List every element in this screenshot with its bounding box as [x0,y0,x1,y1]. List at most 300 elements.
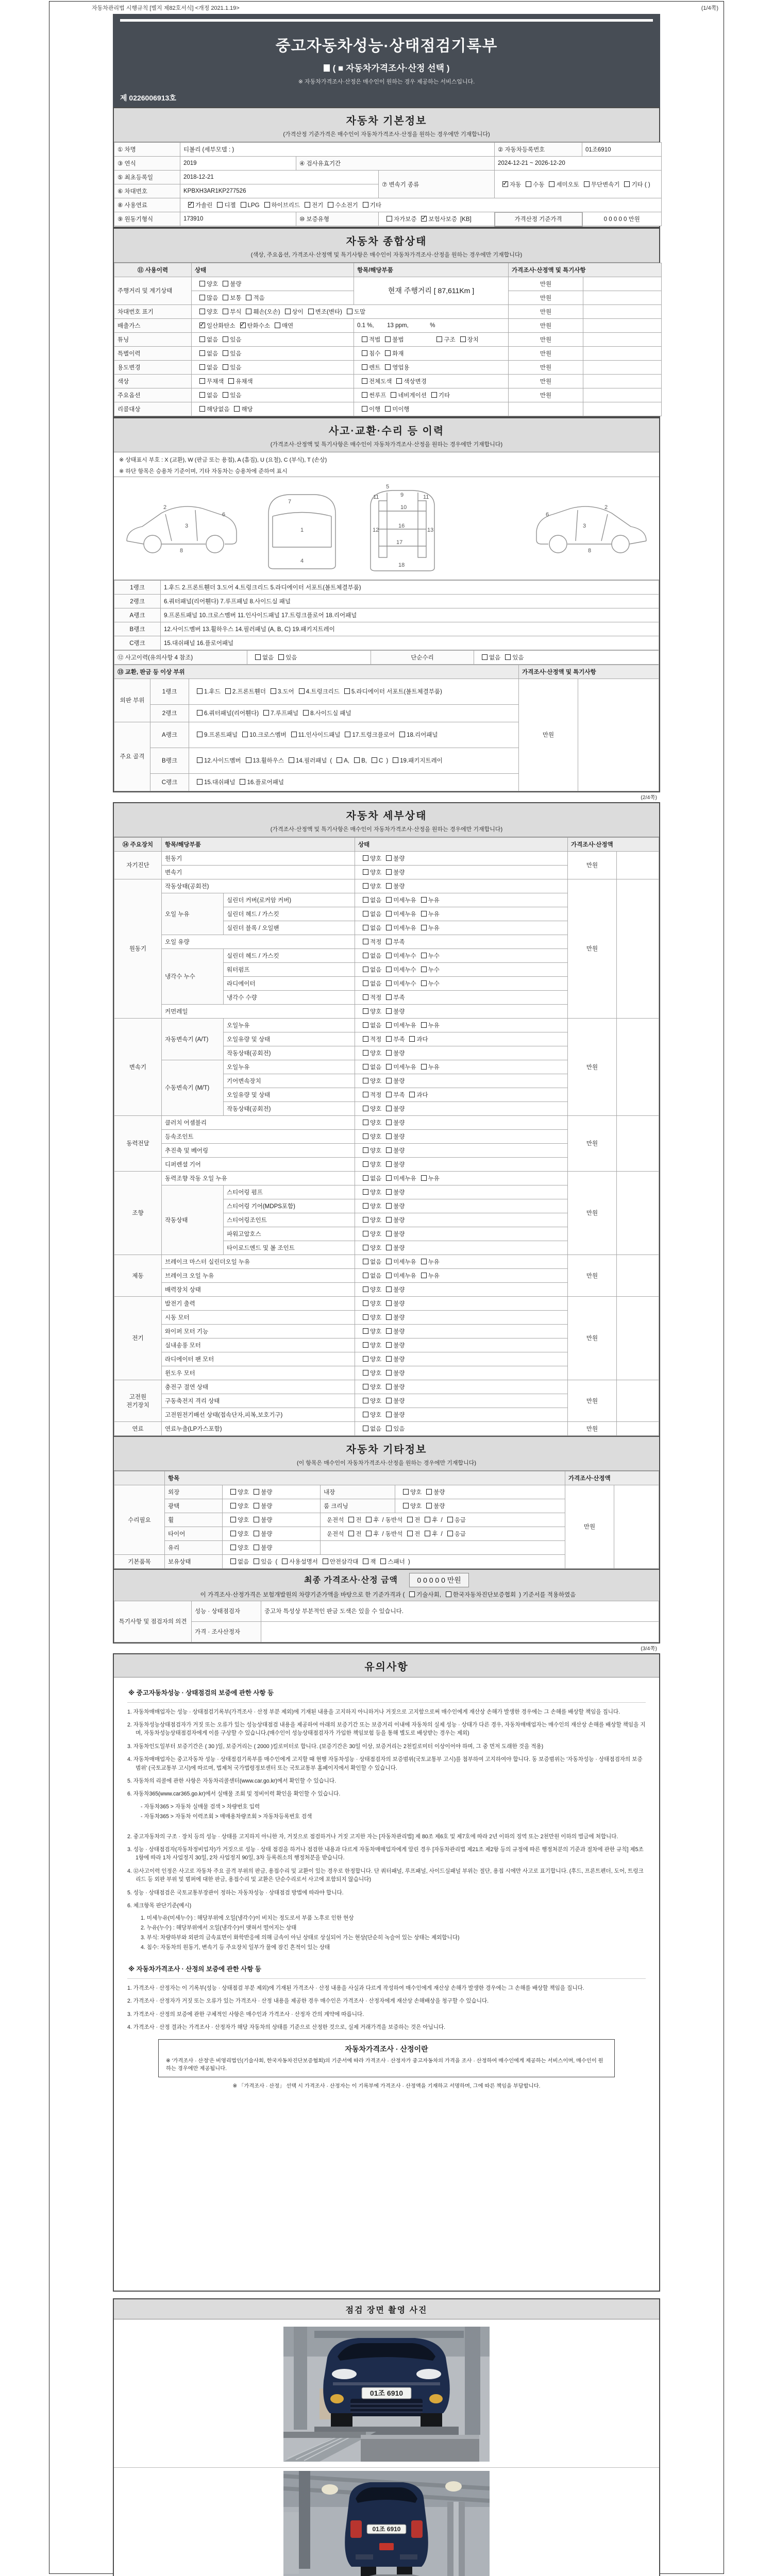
checkbox-unchecked[interactable] [385,364,391,370]
checkbox-unchecked[interactable] [386,1161,392,1167]
sub-label: 오일 누유 [162,893,224,935]
checkbox-unchecked[interactable] [386,1273,392,1278]
regulation-note: 자동차관리법 시행규칙 [별지 제82호서식] <개정 2021.1.19> [92,5,240,11]
checkbox-label: 적법 [369,336,381,343]
status-checks [355,921,568,935]
checkbox-unchecked[interactable] [228,378,234,384]
checkbox-checked[interactable] [502,181,508,187]
col-header: 상태 [355,837,568,851]
checkbox-unchecked[interactable] [391,392,396,398]
checkbox-unchecked[interactable] [246,309,251,314]
checkbox-unchecked[interactable] [199,364,205,370]
checkbox-unchecked[interactable] [199,309,205,314]
other-info-table [114,1471,659,1569]
checkbox-label: 양호 [370,855,382,862]
checkbox-unchecked[interactable] [363,1078,368,1083]
other-band [114,1436,659,1471]
checkbox-label: 변조(변타) [315,309,342,315]
notice-item: 1. 가격조사 · 산정자는 이 기록부(성능 · 상태점검 부분 제외)에 기재된 가격조사 · 산정 내용을 사실과 다르게 작성하여 매수인에게 재산상 손해가 발생한 경우에는 그 손해를 배상할 책임을 집니다. [127,1985,584,1991]
checkbox-unchecked[interactable] [363,1300,368,1306]
checkbox-unchecked[interactable] [505,654,511,660]
checkbox-unchecked[interactable] [223,295,228,300]
checkbox-unchecked[interactable] [386,1092,392,1097]
checkbox-unchecked[interactable] [399,732,405,737]
checkbox-label: B, [361,758,367,764]
checkbox-label: 구조 [444,336,456,343]
checkbox-unchecked[interactable] [223,350,228,356]
checkbox-unchecked[interactable] [386,1342,392,1348]
checkbox-unchecked[interactable] [421,980,427,986]
checkbox-unchecked[interactable] [362,406,367,412]
checkbox-unchecked[interactable] [197,757,203,763]
car-diagram-svg [114,480,659,574]
checkbox-unchecked[interactable] [354,757,360,763]
checkbox-unchecked[interactable] [386,1286,392,1292]
checkbox-unchecked[interactable] [421,1259,427,1264]
checkbox-unchecked[interactable] [282,1558,288,1564]
checkbox-unchecked[interactable] [409,1036,415,1042]
checkbox-unchecked[interactable] [386,925,392,930]
checkbox-label: 양호 [370,1133,382,1140]
checkbox-unchecked[interactable] [223,392,228,398]
price-appraisal-infobox [158,2039,615,2078]
checkbox-unchecked[interactable] [230,1517,236,1522]
checkbox-unchecked[interactable] [363,1064,368,1070]
checkbox-unchecked[interactable] [230,1545,236,1550]
status-checks [355,1255,568,1268]
svg-text:3: 3 [583,522,586,529]
checkbox-unchecked[interactable] [447,1531,453,1536]
checkbox-unchecked[interactable] [230,1531,236,1536]
checkbox-unchecked[interactable] [403,1503,409,1509]
checkbox-unchecked[interactable] [366,1531,372,1536]
checkbox-unchecked[interactable] [197,779,203,785]
checkbox-unchecked[interactable] [386,855,392,861]
checkbox-unchecked[interactable] [303,710,309,716]
checkbox-unchecked[interactable] [323,1558,328,1564]
group-label: 수리필요 [114,1485,165,1554]
checkbox-label: 불량 [393,1120,405,1126]
checkbox-unchecked[interactable] [254,1558,259,1564]
checkbox-unchecked[interactable] [344,688,350,694]
checkbox-unchecked[interactable] [386,1384,392,1389]
checkbox-unchecked[interactable] [385,336,391,342]
checkbox-label: 양호 [370,1161,382,1168]
checkbox-unchecked[interactable] [305,202,310,208]
status-checks [355,851,568,865]
checkbox-unchecked[interactable] [482,654,488,660]
checkbox-unchecked[interactable] [409,1591,415,1597]
checkbox-unchecked[interactable] [386,1217,392,1223]
checkbox-label: 9.프론트패널 [204,732,238,738]
checkbox-unchecked[interactable] [386,994,392,1000]
svg-text:01조 6910: 01조 6910 [369,2388,404,2397]
checkbox-unchecked[interactable] [291,732,297,737]
checkbox-label: 양호 [238,1489,249,1496]
status-checks [395,1485,565,1499]
checkbox-unchecked[interactable] [363,1050,368,1056]
checkbox-unchecked[interactable] [363,1370,368,1376]
checkbox-unchecked[interactable] [421,1273,427,1278]
checkbox-unchecked[interactable] [363,1217,368,1223]
price-cell: 만원 [509,277,583,291]
checkbox-unchecked[interactable] [363,994,368,1000]
checkbox-unchecked[interactable] [275,323,280,328]
checkbox-unchecked[interactable] [386,897,392,903]
simple-repair-checks [474,650,659,664]
checkbox-unchecked[interactable] [386,1245,392,1250]
checkbox-unchecked[interactable] [363,1203,368,1209]
vin-plate-checks [192,304,509,318]
status-checks [355,990,568,1004]
checkbox-unchecked[interactable] [386,1412,392,1417]
checkbox-unchecked[interactable] [624,181,630,187]
checkbox-unchecked[interactable] [328,202,333,208]
row-label: 튜닝 [114,332,192,346]
checkbox-unchecked[interactable] [363,897,368,903]
checkbox-label: 후 [373,1517,379,1523]
checkbox-unchecked[interactable] [363,1008,368,1014]
checkbox-unchecked[interactable] [386,1356,392,1362]
checkbox-unchecked[interactable] [386,1008,392,1014]
checkbox-unchecked[interactable] [254,1489,259,1495]
checkbox-unchecked[interactable] [254,1517,259,1522]
checkbox-unchecked[interactable] [386,1398,392,1403]
checkbox-unchecked[interactable] [363,939,368,944]
checkbox-unchecked[interactable] [380,1558,386,1564]
checkbox-unchecked[interactable] [264,202,270,208]
inline-text: ( [275,1558,278,1565]
checkbox-unchecked[interactable] [223,309,228,314]
checkbox-label: 화재 [392,350,404,357]
checkbox-unchecked[interactable] [363,1245,368,1250]
item-label: 커먼레일 [162,1004,355,1018]
checkbox-unchecked[interactable] [386,1022,392,1028]
checkbox-unchecked[interactable] [362,350,367,356]
checkbox-unchecked[interactable] [363,1356,368,1362]
checkbox-unchecked[interactable] [426,1503,432,1509]
checkbox-unchecked[interactable] [363,1036,368,1042]
item-label: 내장 [321,1485,395,1499]
checkbox-unchecked[interactable] [362,336,367,342]
field-value-carname: 티볼리 (세부모델 : ) [180,143,495,157]
col-header: 항목/해당부품 [162,837,355,851]
checkbox-label: 누유 [428,897,440,904]
checkbox-unchecked[interactable] [386,1147,392,1153]
price-cell: 만원 [568,1296,617,1380]
item-label: 충전구 절연 상태 [162,1380,355,1394]
checkbox-unchecked[interactable] [363,883,368,889]
checkbox-unchecked[interactable] [363,1175,368,1181]
checkbox-unchecked[interactable] [199,295,205,300]
checkbox-label: 부식 [230,309,242,315]
checkbox-unchecked[interactable] [362,378,367,384]
checkbox-unchecked[interactable] [246,757,251,763]
checkbox-unchecked[interactable] [363,911,368,917]
checkbox-unchecked[interactable] [363,1426,368,1431]
checkbox-unchecked[interactable] [199,281,205,286]
checkbox-unchecked[interactable] [348,1517,354,1522]
checkbox-unchecked[interactable] [363,1106,368,1111]
checkbox-unchecked[interactable] [386,953,392,958]
checkbox-label: 기타 [369,202,381,209]
checkbox-checked[interactable] [421,216,427,222]
checkbox-unchecked[interactable] [425,1517,430,1522]
checkbox-unchecked[interactable] [225,688,231,694]
checkbox-unchecked[interactable] [347,309,352,314]
checkbox-unchecked[interactable] [372,757,377,763]
checkbox-unchecked[interactable] [386,1231,392,1236]
checkbox-unchecked[interactable] [363,1231,368,1236]
checkbox-unchecked[interactable] [363,1286,368,1292]
checkbox-unchecked[interactable] [362,364,367,370]
checkbox-unchecked[interactable] [199,336,205,342]
checkbox-unchecked[interactable] [363,202,368,208]
checkbox-unchecked[interactable] [421,897,427,903]
inspector-role: 성능 · 상태점검자 [192,1601,261,1621]
checkbox-unchecked[interactable] [385,406,391,412]
checkbox-unchecked[interactable] [407,1517,413,1522]
item-label: 작동상태(공회전) [162,879,355,893]
checkbox-unchecked[interactable] [285,309,291,314]
field-value-engine-type: 173910 [180,212,296,226]
checkbox-unchecked[interactable] [363,1398,368,1403]
inline-text: 운전석 [327,1531,344,1537]
checkbox-unchecked[interactable] [386,1189,392,1195]
basic-info-band [114,108,659,142]
checkbox-unchecked[interactable] [386,939,392,944]
checkbox-unchecked[interactable] [230,1503,236,1509]
checkbox-unchecked[interactable] [363,855,368,861]
checkbox-unchecked[interactable] [386,1328,392,1334]
checkbox-unchecked[interactable] [363,1147,368,1153]
checkbox-label: 불량 [261,1531,273,1537]
checkbox-unchecked[interactable] [421,1022,427,1028]
checkbox-unchecked[interactable] [386,1314,392,1320]
checkbox-label: 양호 [370,1050,382,1057]
checkbox-unchecked[interactable] [363,925,368,930]
checkbox-unchecked[interactable] [363,980,368,986]
checkbox-unchecked[interactable] [385,350,391,356]
checkbox-unchecked[interactable] [363,1314,368,1320]
checkbox-unchecked[interactable] [436,336,442,342]
checkbox-label: 전체도색 [369,378,392,385]
price-cell: 만원 [509,291,583,304]
checkbox-unchecked[interactable] [345,732,350,737]
photo-area [114,2319,659,2576]
checkbox-unchecked[interactable] [386,1106,392,1111]
checkbox-label: 미세누수 [393,953,416,959]
sub-label: 자동변속기 (A/T) [162,1018,224,1060]
checkbox-checked[interactable] [188,202,194,208]
checkbox-checked[interactable] [240,323,246,328]
checkbox-unchecked[interactable] [421,911,427,917]
checkbox-unchecked[interactable] [363,869,368,875]
checkbox-unchecked[interactable] [421,953,427,958]
checkbox-unchecked[interactable] [363,1189,368,1195]
checkbox-unchecked[interactable] [386,1078,392,1083]
checkbox-unchecked[interactable] [363,967,368,972]
checkbox-unchecked[interactable] [234,406,240,412]
checkbox-unchecked[interactable] [584,181,590,187]
checkbox-unchecked[interactable] [386,1370,392,1376]
field-label: ⑧ 사용연료 [114,198,180,212]
checkbox-unchecked[interactable] [363,1092,368,1097]
checkbox-unchecked[interactable] [363,1328,368,1334]
checkbox-unchecked[interactable] [363,1161,368,1167]
svg-text:2: 2 [604,504,608,511]
checkbox-label: 양호 [238,1531,249,1537]
checkbox-unchecked[interactable] [431,392,437,398]
wheel-position-checks [321,1513,565,1527]
checkbox-unchecked[interactable] [460,336,466,342]
checkbox-unchecked[interactable] [263,710,269,716]
checkbox-unchecked[interactable] [271,688,276,694]
checkbox-label: 기술사회, [416,1591,441,1598]
checkbox-label: 양호 [370,1314,382,1321]
checkbox-unchecked[interactable] [197,688,203,694]
checkbox-unchecked[interactable] [363,1273,368,1278]
checkbox-unchecked[interactable] [241,202,246,208]
checkbox-unchecked[interactable] [363,1384,368,1389]
checkbox-unchecked[interactable] [386,216,392,222]
section-photos [113,2298,660,2576]
item-label: 고전원전기배선 상태(접속단자,피복,보호기구) [162,1408,355,1421]
checkbox-unchecked[interactable] [242,732,248,737]
checkbox-label: 양호 [370,1328,382,1335]
field-label: ⑦ 변속기 종류 [379,171,495,198]
field-label: ⑨ 원동기형식 [114,212,180,226]
checkbox-unchecked[interactable] [386,911,392,917]
checkbox-unchecked[interactable] [240,779,245,785]
checkbox-unchecked[interactable] [447,1517,453,1522]
checkbox-unchecked[interactable] [386,980,392,986]
title-note: ※ 자동차가격조사·산정은 매수인이 원하는 경우 제공하는 서비스입니다. [298,79,475,85]
svg-text:5: 5 [386,483,390,490]
checkbox-unchecked[interactable] [386,1064,392,1070]
checkbox-unchecked[interactable] [425,1531,430,1536]
checkbox-unchecked[interactable] [407,1531,413,1536]
item-label: 오일누유 [224,1018,355,1032]
checkbox-unchecked[interactable] [386,1050,392,1056]
checkbox-unchecked[interactable] [386,1426,392,1431]
checkbox-unchecked[interactable] [403,1489,409,1495]
checkbox-unchecked[interactable] [217,202,223,208]
status-checks [355,893,568,907]
checkbox-unchecked[interactable] [197,710,203,716]
checkbox-unchecked[interactable] [223,281,228,286]
checkbox-unchecked[interactable] [386,869,392,875]
emission-values: 0.1 %, 13 ppm, % [354,318,509,332]
checkbox-label: 11.인사이드패널 [298,732,341,738]
checkbox-unchecked[interactable] [363,1133,368,1139]
photo-front-svg [283,2327,490,2462]
checkbox-unchecked[interactable] [396,378,402,384]
checkbox-unchecked[interactable] [421,1175,427,1181]
checkbox-unchecked[interactable] [230,1489,236,1495]
svg-text:4: 4 [300,557,304,564]
checkbox-unchecked[interactable] [299,688,305,694]
checkbox-unchecked[interactable] [362,392,367,398]
checkbox-unchecked[interactable] [199,392,205,398]
checkbox-unchecked[interactable] [308,309,314,314]
checkbox-unchecked[interactable] [363,953,368,958]
basic-info-sub: (가격산정 기준가격은 매수인이 자동차가격조사·산정을 원하는 경우에만 기재합니다) [283,131,490,138]
svg-text:6: 6 [222,511,226,518]
checkbox-label: 훼손(오손) [253,309,280,315]
status-checks [355,1310,568,1324]
checkbox-unchecked[interactable] [255,654,261,660]
checkbox-unchecked[interactable] [363,1342,368,1348]
checkbox-unchecked[interactable] [393,757,398,763]
checkbox-checked[interactable] [199,323,205,328]
checkbox-unchecked[interactable] [386,1120,392,1125]
infobox-body: ※ '가격조사 · 산정'은 비영리법인(기술사회, 한국자동차진단보증협회)의 기준서에 따라 가격조사 · 산정자가 중고자동차의 가격을 조사 · 산정하여 매수인에게 제공하는 서비스이며, 매수인이 원하는 경우에만 제공됩니다. [166,2058,603,2072]
checkbox-unchecked[interactable] [337,757,342,763]
checkbox-unchecked[interactable] [254,1531,259,1536]
checkbox-unchecked[interactable] [386,1036,392,1042]
checkbox-unchecked[interactable] [197,732,203,737]
status-checks [355,865,568,879]
accident-band [114,418,659,452]
checkbox-unchecked[interactable] [386,1175,392,1181]
checkbox-label: 2.프론트휀더 [232,689,266,695]
checkbox-unchecked[interactable] [199,350,205,356]
checkbox-label: 썬루프 [369,392,386,399]
checkbox-unchecked[interactable] [446,1591,451,1597]
checkbox-unchecked[interactable] [386,1133,392,1139]
checkbox-unchecked[interactable] [223,336,228,342]
checkbox-label: 전 [414,1517,421,1523]
checkbox-unchecked[interactable] [386,967,392,972]
checkbox-unchecked[interactable] [199,406,205,412]
checkbox-unchecked[interactable] [386,883,392,889]
checkbox-unchecked[interactable] [363,1558,368,1564]
checkbox-unchecked[interactable] [366,1517,372,1522]
checkbox-unchecked[interactable] [363,1022,368,1028]
checkbox-unchecked[interactable] [386,1300,392,1306]
basic-info-table [114,142,662,227]
checkbox-unchecked[interactable] [386,1259,392,1264]
checkbox-unchecked[interactable] [549,181,554,187]
checkbox-unchecked[interactable] [421,967,427,972]
checkbox-unchecked[interactable] [421,1064,427,1070]
item-label: 원동기 [162,851,355,865]
checkbox-unchecked[interactable] [363,1412,368,1417]
checkbox-unchecked[interactable] [426,1489,432,1495]
checkbox-unchecked[interactable] [223,364,228,370]
checkbox-unchecked[interactable] [348,1531,354,1536]
checkbox-unchecked[interactable] [289,757,294,763]
group-label: 동력전달 [114,1115,162,1171]
checkbox-unchecked[interactable] [363,1259,368,1264]
checkbox-unchecked[interactable] [199,378,205,384]
checkbox-unchecked[interactable] [254,1503,259,1509]
checkbox-label: 해당없음 [207,406,230,413]
checkbox-unchecked[interactable] [363,1120,368,1125]
checkbox-unchecked[interactable] [409,1092,415,1097]
checkbox-unchecked[interactable] [254,1545,259,1550]
checkbox-label: 자가보증 [394,216,417,223]
checkbox-unchecked[interactable] [526,181,531,187]
checkbox-unchecked[interactable] [421,925,427,930]
field-label: ④ 검사유효기간 [296,157,495,171]
checkbox-unchecked[interactable] [278,654,284,660]
checkbox-unchecked[interactable] [230,1558,236,1564]
checkbox-unchecked[interactable] [246,295,251,300]
usage-change-detail-checks [354,360,509,374]
checkbox-unchecked[interactable] [386,1203,392,1209]
